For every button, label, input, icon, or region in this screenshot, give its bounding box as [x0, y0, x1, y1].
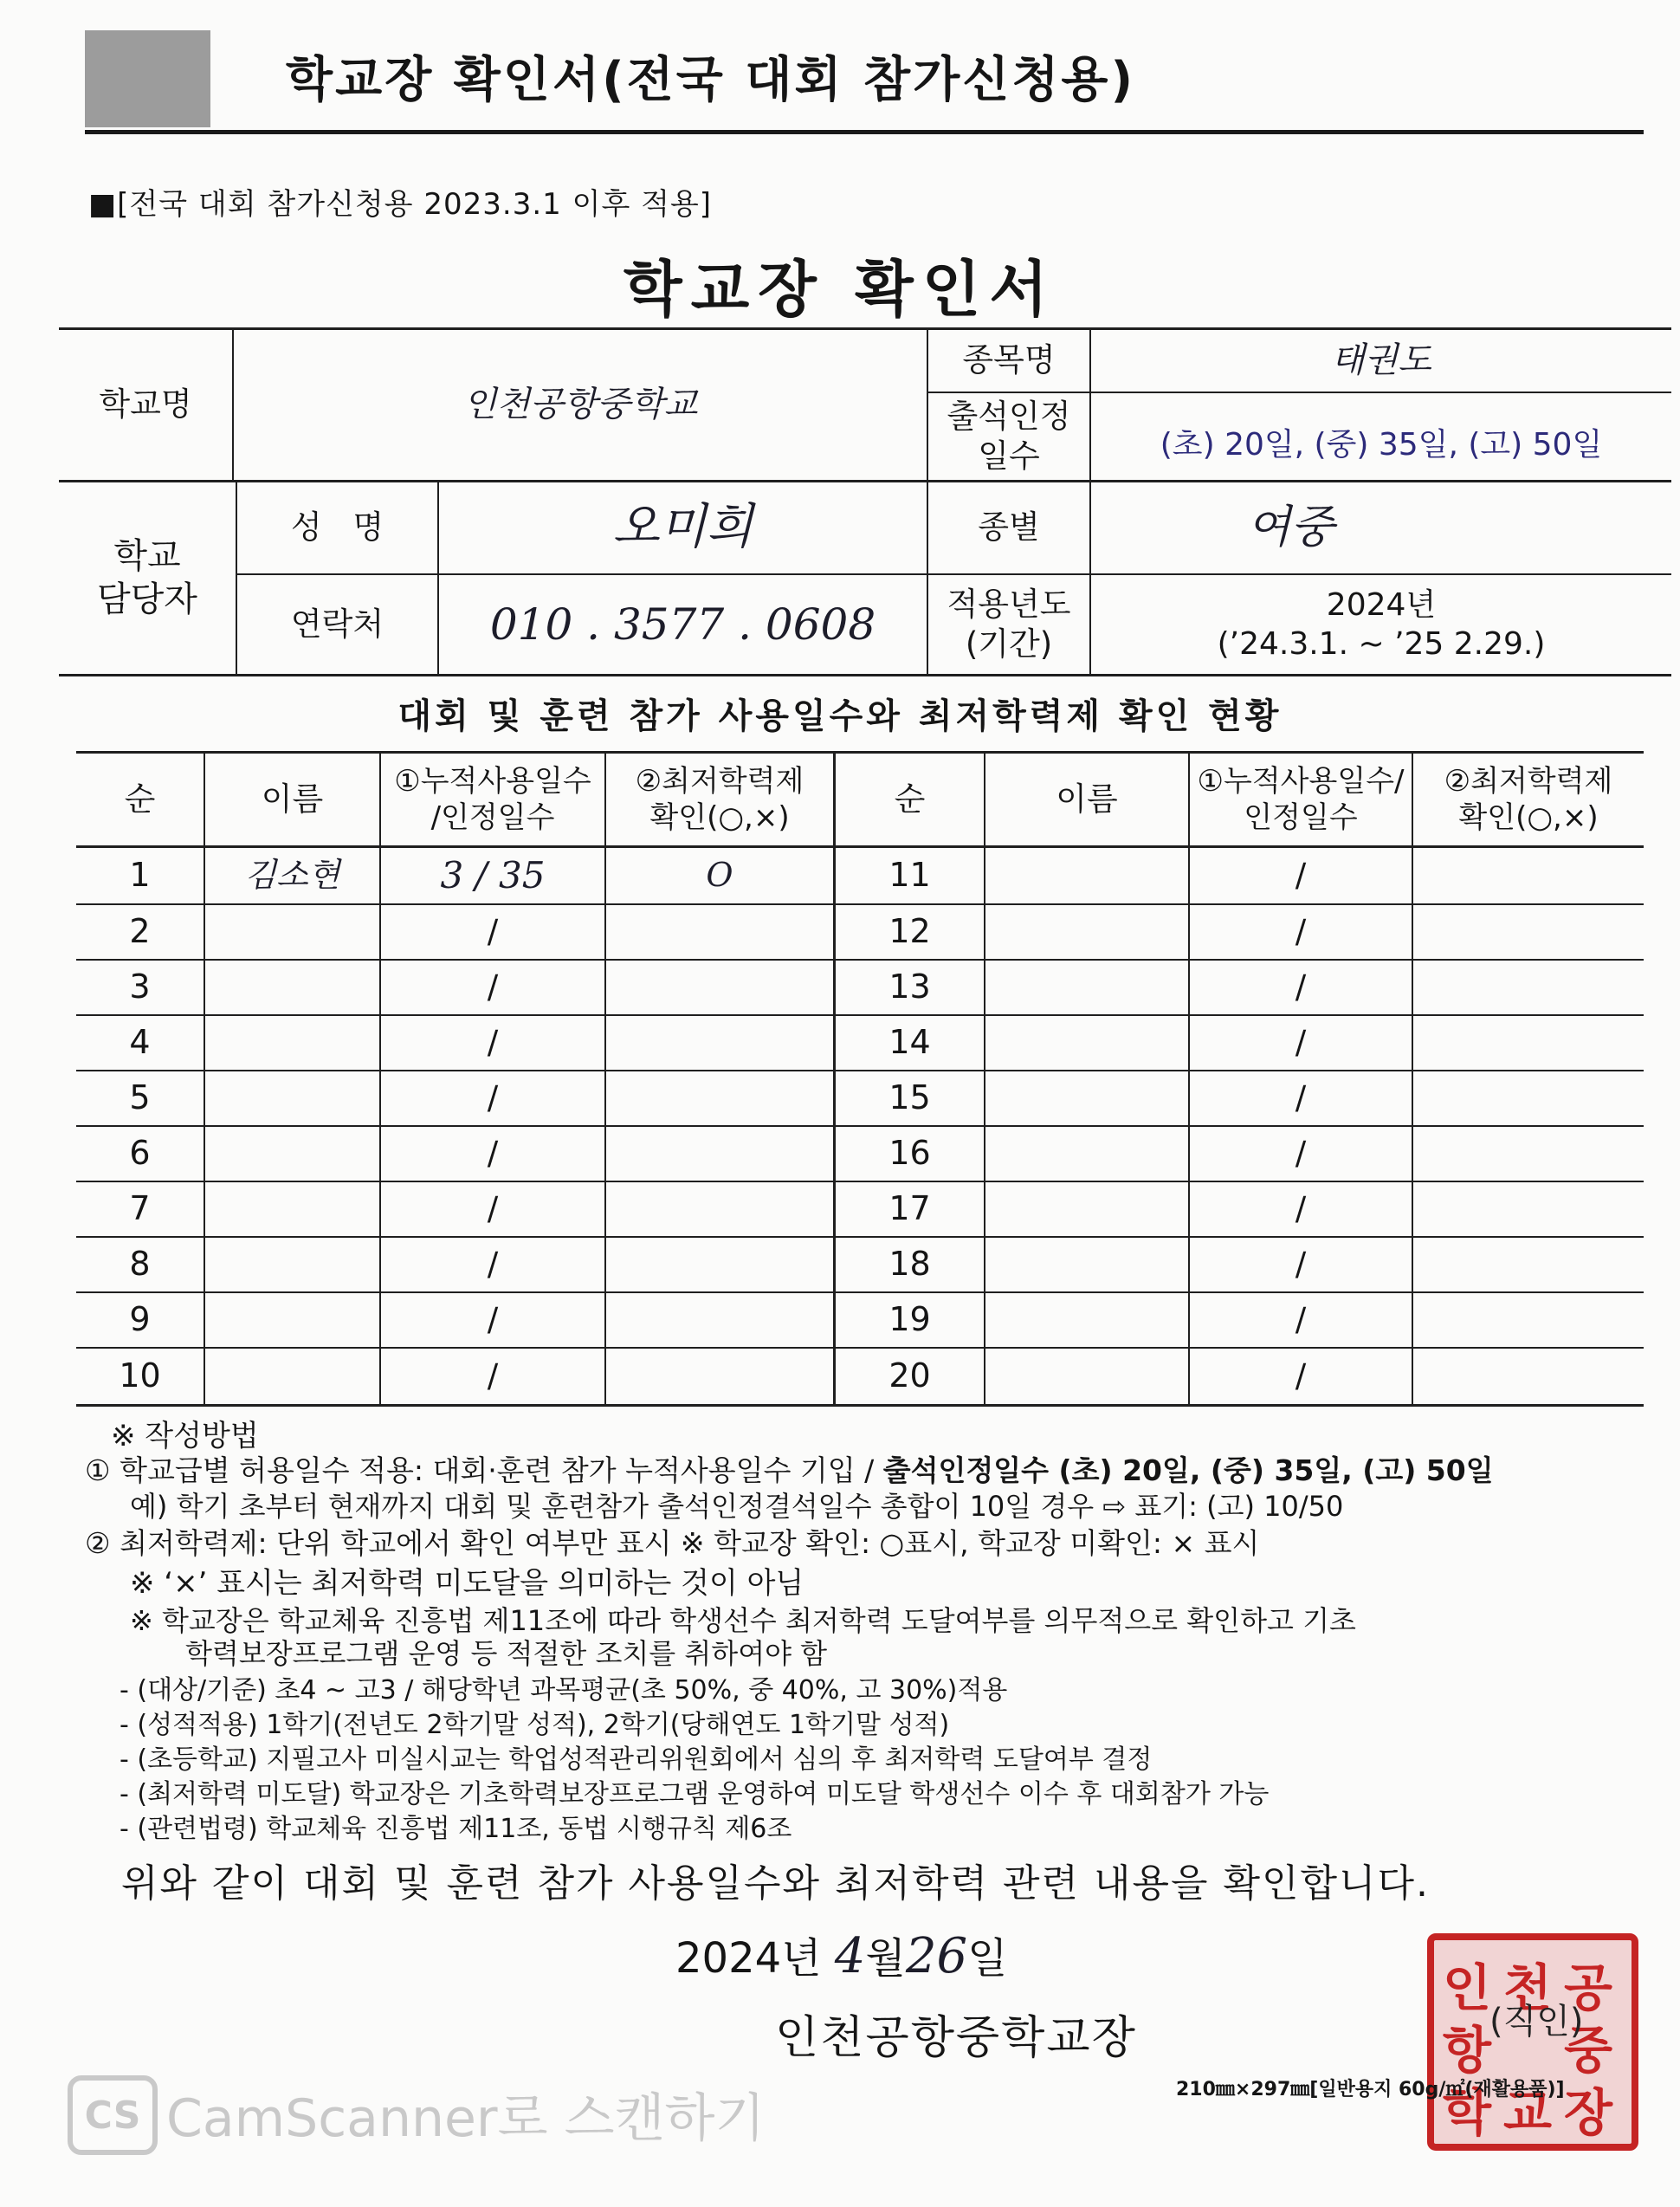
paper-spec: 210㎜×297㎜[일반용지 60g/㎡(재활용품)]	[1176, 2079, 1565, 2100]
row-number: 8	[129, 1245, 151, 1284]
row-name	[205, 905, 379, 959]
row-name	[985, 1238, 1188, 1291]
row-name	[985, 961, 1188, 1014]
staff-name-value: 오미희	[612, 499, 753, 555]
row-name	[985, 1071, 1188, 1125]
row-days: /	[1295, 1134, 1307, 1172]
row-name	[985, 1182, 1188, 1236]
header-academic-left: ②최저학력제 확인(○,×)	[635, 763, 804, 835]
row-number: 12	[888, 912, 931, 951]
header-days-right: ①누적사용일수/ 인정일수	[1197, 763, 1405, 835]
applicable-year-value: 2024년 (’24.3.1. ~ ’25 2.29.)	[1217, 587, 1546, 662]
instruction-line: - (초등학교) 지필고사 미실시교는 학업성적관리위원회에서 심의 후 최저학력 도달여부 결정	[120, 1744, 1153, 1775]
row-number: 10	[119, 1356, 161, 1395]
contact-value: 010 . 3577 . 0608	[489, 599, 876, 650]
camscanner-logo-icon: CS	[68, 2075, 158, 2155]
row-check	[606, 1349, 833, 1404]
row-name	[205, 1349, 379, 1404]
instruction-line: - (성적적용) 1학기(전년도 2학기말 성적), 2학기(당해연도 1학기말 성적)	[120, 1710, 950, 1740]
row-number: 17	[888, 1189, 931, 1228]
instruction-line: - (대상/기준) 초4 ~ 고3 / 해당학년 과목평균(초 50%, 중 40%, 고 30%)적용	[120, 1675, 1008, 1705]
row-check	[1413, 1016, 1644, 1070]
row-name	[985, 1127, 1188, 1181]
school-name-label: 학교명	[99, 385, 192, 423]
row-name	[205, 1127, 379, 1181]
row-check	[606, 1127, 833, 1181]
instruction-line: ② 최저학력제: 단위 학교에서 확인 여부만 표시 ※ 학교장 확인: ○표시, 학교장 미확인: × 표시	[85, 1526, 1260, 1560]
row-days: /	[487, 1356, 499, 1395]
row-days: /	[487, 1189, 499, 1227]
row-days: /	[1295, 912, 1307, 950]
row-number: 11	[888, 856, 931, 895]
row-days: /	[487, 1023, 499, 1061]
row-name	[205, 1293, 379, 1347]
row-check	[606, 1071, 833, 1125]
row-check	[1413, 1349, 1644, 1404]
row-name	[985, 848, 1188, 903]
row-check: O	[706, 856, 733, 895]
event-name-value: 태권도	[1331, 340, 1431, 380]
instruction-line: ※ 학교장은 학교체육 진흥법 제11조에 따라 학생선수 최저학력 도달여부를 의무적으로 확인하고 기초	[130, 1604, 1356, 1637]
row-check	[1413, 1182, 1644, 1236]
row-check	[606, 1293, 833, 1347]
row-days: /	[487, 968, 499, 1006]
row-name	[985, 1349, 1188, 1404]
row-name	[205, 1016, 379, 1070]
row-name	[985, 1016, 1188, 1070]
header-rule	[85, 130, 1644, 134]
attendance-days-value: (초) 20일, (중) 35일, (고) 50일	[1160, 426, 1603, 463]
row-days: 3 / 35	[440, 853, 546, 896]
instruction-line: 학력보장프로그램 운영 등 적절한 조치를 취하여야 함	[185, 1637, 828, 1670]
row-number: 6	[129, 1134, 151, 1173]
row-days: /	[1295, 1078, 1307, 1116]
row-days: /	[1295, 968, 1307, 1006]
row-days: /	[1295, 1189, 1307, 1227]
row-check	[1413, 1293, 1644, 1347]
row-check	[606, 1182, 833, 1236]
row-check	[1413, 1238, 1644, 1291]
row-days: /	[1295, 1356, 1307, 1395]
staff-name-label: 성 명	[290, 508, 384, 546]
header-days-left: ①누적사용일수 /인정일수	[394, 763, 591, 835]
row-number: 19	[888, 1300, 931, 1339]
row-number: 7	[129, 1189, 151, 1228]
header-seq-left: 순	[124, 780, 156, 818]
gray-tab-block	[85, 30, 210, 127]
event-name-label: 종목명	[962, 340, 1056, 379]
row-check	[606, 1016, 833, 1070]
attendance-days-label: 출석인정 일수	[947, 397, 1071, 475]
row-name: 김소현	[244, 856, 340, 895]
row-name	[205, 1071, 379, 1125]
row-check	[606, 905, 833, 959]
school-name-value: 인천공항중학교	[462, 385, 698, 424]
instruction-line: 예) 학기 초부터 현재까지 대회 및 훈련참가 출석인정결석일수 총합이 10일 경우 ⇨ 표기: (고) 10/50	[130, 1490, 1344, 1523]
row-number: 1	[129, 856, 151, 895]
row-number: 16	[888, 1134, 931, 1173]
row-check	[1413, 905, 1644, 959]
instruction-line: ※ ‘×’ 표시는 최저학력 미도달을 의미하는 것이 아님	[130, 1566, 804, 1601]
row-days: /	[487, 912, 499, 950]
gender-label: 종별	[978, 508, 1040, 546]
row-name	[205, 1182, 379, 1236]
instructions-heading: ※ 작성방법	[111, 1419, 259, 1453]
row-days: /	[487, 1078, 499, 1116]
row-name	[205, 1238, 379, 1291]
instruction-line: ① 학교급별 허용일수 적용: 대회·훈련 참가 누적사용일수 기입 / 출석인정일수 (초) 20일, (중) 35일, (고) 50일	[85, 1453, 1494, 1487]
row-number: 18	[888, 1245, 931, 1284]
scanner-watermark: CamScanner로 스캔하기	[166, 2088, 766, 2149]
applicable-year-label: 적용년도 (기간)	[947, 585, 1071, 663]
header-name-right: 이름	[1056, 780, 1118, 818]
row-check	[1413, 1127, 1644, 1181]
official-seal: 인 천 공 항 중 학 교 장	[1427, 1933, 1638, 2151]
row-check	[606, 961, 833, 1014]
row-days: /	[487, 1245, 499, 1283]
row-days: /	[1295, 856, 1307, 894]
row-check	[606, 1238, 833, 1291]
instruction-line: - (관련법령) 학교체육 진흥법 제11조, 동법 시행규칙 제6조	[120, 1814, 792, 1844]
seal-label: (직인)	[1489, 2002, 1584, 2042]
row-number: 3	[129, 968, 151, 1006]
gender-value: 여중	[1247, 501, 1334, 553]
row-number: 20	[888, 1356, 931, 1395]
row-check	[1413, 848, 1644, 903]
form-header-title: 학교장 확인서(전국 대회 참가신청용)	[286, 52, 1136, 108]
signer-title: 인천공항중학교장	[775, 2012, 1137, 2064]
row-days: /	[487, 1134, 499, 1172]
row-name	[985, 905, 1188, 959]
row-number: 9	[129, 1300, 151, 1339]
row-days: /	[1295, 1245, 1307, 1283]
row-days: /	[487, 1300, 499, 1338]
applicability-note: ■[전국 대회 참가신청용 2023.3.1 이후 적용]	[88, 187, 713, 222]
row-name	[205, 961, 379, 1014]
row-check	[1413, 961, 1644, 1014]
school-staff-label: 학교 담당자	[97, 536, 197, 619]
row-days: /	[1295, 1300, 1307, 1338]
row-days: /	[1295, 1023, 1307, 1061]
status-section-title: 대회 및 훈련 참가 사용일수와 최저학력제 확인 현황	[397, 696, 1283, 736]
row-check	[1413, 1071, 1644, 1125]
row-number: 4	[129, 1023, 151, 1062]
document-title: 학교장 확인서	[623, 254, 1057, 325]
confirmation-statement: 위와 같이 대회 및 훈련 참가 사용일수와 최저학력 관련 내용을 확인합니다.	[121, 1861, 1430, 1906]
signature-date: 2024년 4월26일	[675, 1928, 1008, 1984]
header-name-left: 이름	[261, 780, 324, 818]
row-number: 15	[888, 1078, 931, 1117]
row-number: 5	[129, 1078, 151, 1117]
contact-label: 연락처	[290, 605, 384, 643]
row-name	[985, 1293, 1188, 1347]
instruction-line: - (최저학력 미도달) 학교장은 기초학력보장프로그램 운영하여 미도달 학생선수 이수 후 대회참가 가능	[120, 1779, 1270, 1809]
row-number: 13	[888, 968, 931, 1006]
header-seq-right: 순	[894, 780, 926, 818]
row-number: 2	[129, 912, 151, 951]
header-academic-right: ②최저학력제 확인(○,×)	[1444, 763, 1613, 835]
row-number: 14	[888, 1023, 931, 1062]
